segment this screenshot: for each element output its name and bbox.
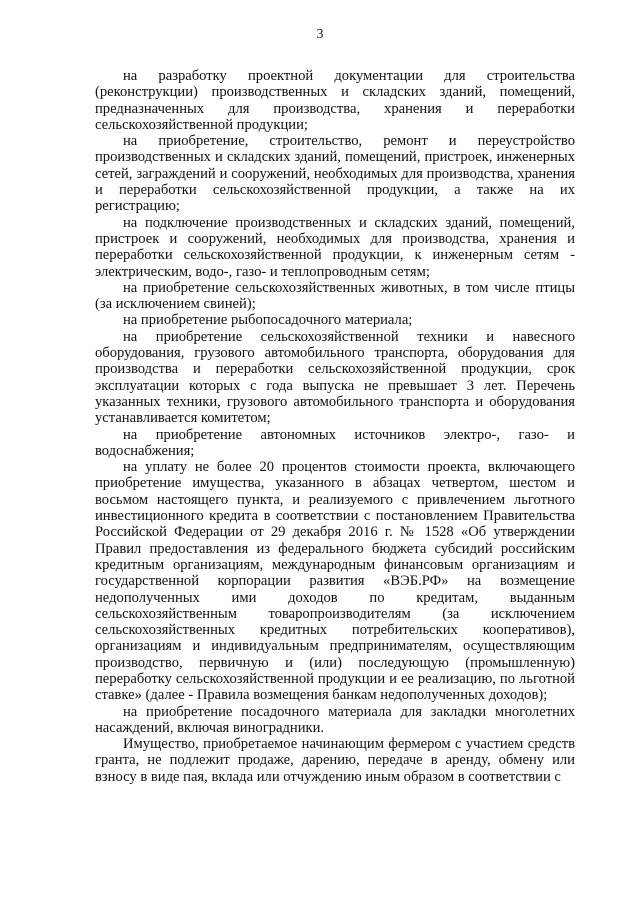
paragraph-fish-stock: на приобретение рыбопосадочного материала; bbox=[123, 312, 413, 329]
paragraph-planting-material: на приобретение посадочного материала для закладки многолетних насаждений, включая виноградники. bbox=[95, 703, 575, 736]
paragraph-utility-connection: на подключение производственных и складских зданий, помещений, пристроек и сооружений, необходимых для производства, хранения и переработки сельскохозяйственной продукции, к инженерным сетям - электрическим, водо-, газо- и теплопроводным сетям; bbox=[95, 214, 575, 280]
paragraph-loan-payment: на уплату не более 20 процентов стоимости проекта, включающего приобретение имущества, указанного в абзацах четвертом, шестом и восьмом настоящего пункта, и реализуемого с привлечением льготного инвестиционного кредита в соответствии с постановлением Правительства Российской Федерации от 29 декабря 2016 г. № 1528 «Об утверждении Правил предоставления из федерального бюджета субсидий российским кредитным организациям, международным финансовым организациям и государственной корпорации развития «ВЭБ.РФ» на возмещение недополученных ими доходов по кредитам, выданным сельскохозяйственным товаропроизводителям (за исключением сельскохозяйственных кредитных потребительских кооперативов), организациям и индивидуальным предпринимателям, осуществляющим производство, первичную и (или) последующую (промышленную) переработку сельскохозяйственной продукции и ее реализацию, по льготной ставке» (далее - Правила возмещения банкам недополученных доходов); bbox=[95, 459, 575, 704]
paragraph-machinery: на приобретение сельскохозяйственной техники и навесного оборудования, грузового автомобильного транспорта, оборудования для производства и переработки сельскохозяйственной продукции, срок эксплуатации которых с года выпуска не превышает 3 лет. Перечень указанных техники, грузового автомобильного транспорта и оборудования устанавливается комитетом; bbox=[95, 328, 575, 427]
document-body bbox=[95, 68, 575, 785]
page-number: 3 bbox=[316, 27, 324, 42]
paragraph-property-restrictions: Имущество, приобретаемое начинающим фермером с участием средств гранта, не подлежит продаже, дарению, передаче в аренду, обмену или взносу в виде пая, вклада или отчуждению иным образом в соответствии с bbox=[95, 736, 575, 785]
paragraph-construction-repair: на приобретение, строительство, ремонт и переустройство производственных и складских зданий, помещений, пристроек, инженерных сетей, заграждений и сооружений, необходимых для производства, хранения и переработки сельскохозяйственной продукции, а также на их регистрацию; bbox=[95, 133, 575, 215]
paragraph-autonomous-sources: на приобретение автономных источников электро-, газо- и водоснабжения; bbox=[95, 426, 575, 459]
paragraph-farm-animals: на приобретение сельскохозяйственных животных, в том числе птицы (за исключением свиней); bbox=[95, 279, 575, 313]
paragraph-design-documentation: на разработку проектной документации для строительства (реконструкции) производственных и складских зданий, помещений, предназначенных для производства, хранения и переработки сельскохозяйственной продукции; bbox=[95, 68, 575, 133]
